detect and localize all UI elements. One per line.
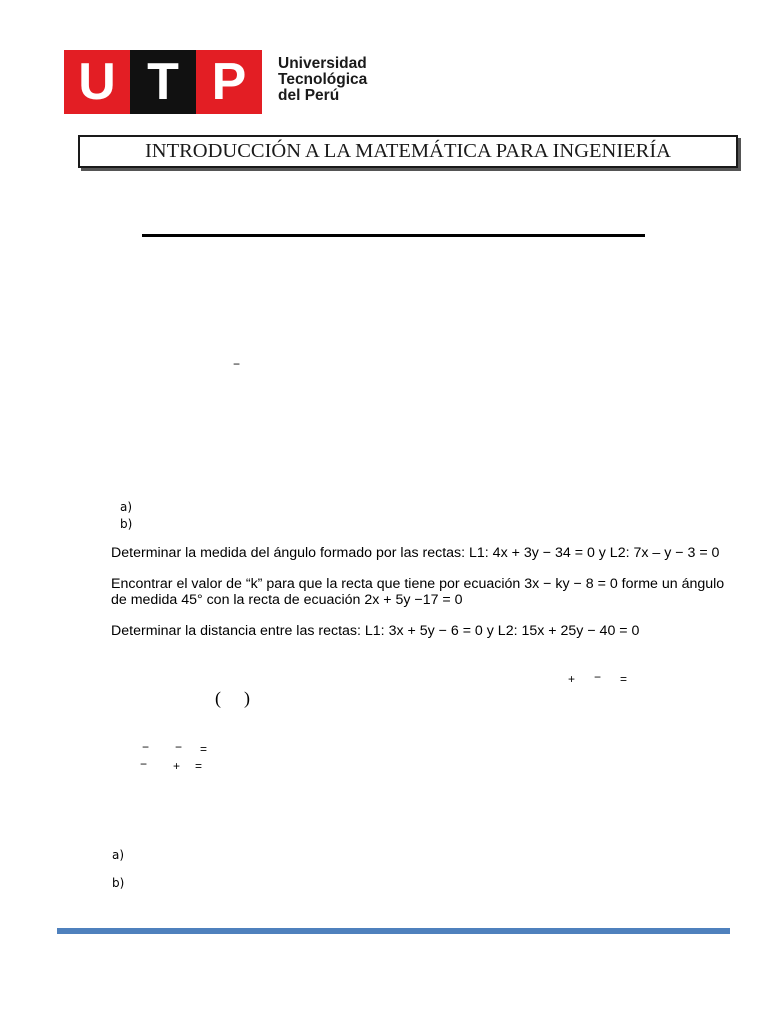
course-title-box (78, 135, 738, 168)
problem-angle-between-lines: Determinar la medida del ángulo formado por las rectas: L1: 4x + 3y − 34 = 0 y L2: 7x – y − 3 = 0 (111, 545, 720, 561)
title-underline-rule (142, 234, 645, 237)
footer-rule (57, 928, 730, 934)
minus-sign: − (140, 757, 148, 771)
minus-sign: − (233, 357, 241, 371)
equals-sign: = (620, 672, 628, 686)
logo-text-line-1: Universidad (278, 55, 367, 72)
equals-sign: = (200, 742, 208, 756)
option-a-label: a) (112, 848, 125, 862)
logo-wordmark (278, 56, 367, 104)
minus-sign: − (175, 740, 183, 754)
logo-letter-p: P (196, 50, 262, 114)
minus-sign: − (594, 670, 602, 684)
minus-sign: − (142, 740, 150, 754)
equals-sign: = (195, 759, 203, 773)
utp-logo (64, 50, 374, 114)
close-parenthesis: ) (244, 688, 250, 708)
problem-find-k-line-2: de medida 45° con la recta de ecuación 2x + 5y −17 = 0 (111, 592, 463, 608)
option-b-label: b) (112, 876, 125, 890)
option-b-label: b) (120, 517, 133, 531)
course-title: INTRODUCCIÓN A LA MATEMÁTICA PARA INGENIERÍA (144, 140, 671, 162)
open-parenthesis: ( (215, 688, 221, 708)
logo-text-line-2: Tecnológica (278, 71, 368, 88)
logo-letter-u: U (64, 50, 130, 114)
problem-find-k-line-1: Encontrar el valor de “k” para que la recta que tiene por ecuación 3x − ky − 8 = 0 forme un ángulo (111, 576, 725, 592)
plus-sign: + (173, 759, 181, 773)
logo-letter-t: T (130, 50, 196, 114)
problem-distance-between-lines: Determinar la distancia entre las rectas: L1: 3x + 5y − 6 = 0 y L2: 15x + 25y − 40 = 0 (111, 623, 640, 639)
plus-sign: + (568, 672, 576, 686)
option-a-label: a) (120, 500, 133, 514)
logo-text-line-3: del Perú (278, 87, 340, 104)
